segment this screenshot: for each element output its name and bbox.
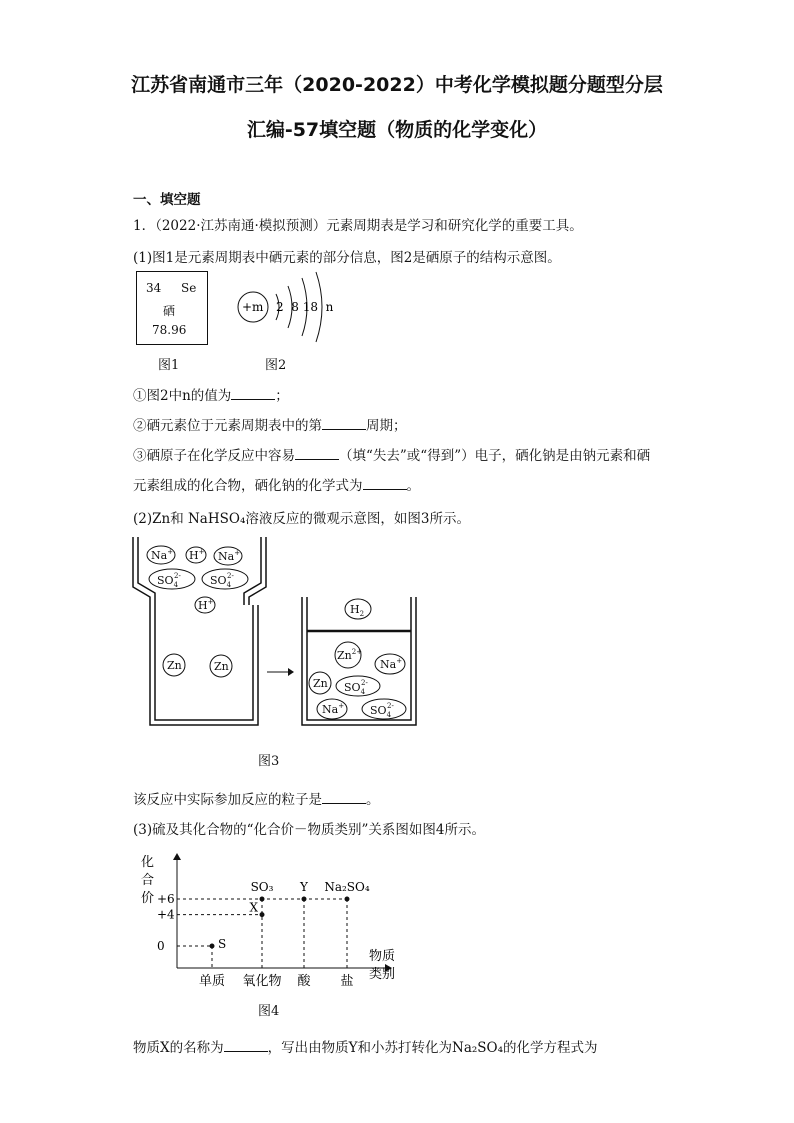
fig2-caption: 图2 <box>265 358 287 373</box>
y-label-2: 合 <box>141 873 155 888</box>
point-label: X <box>249 900 258 915</box>
q1-part1: (1)图1是元素周期表中硒元素的部分信息，图2是硒原子的结构示意图。 <box>133 250 561 266</box>
funnel-right-wall <box>249 537 266 605</box>
arrow-head <box>288 668 294 676</box>
element-name: 硒 <box>163 304 176 318</box>
nucleus-charge: +m <box>242 300 264 314</box>
part2-question: 该反应中实际参加反应的粒子是 。 <box>133 792 380 808</box>
subq-3-cont: 元素组成的化合物，硒化钠的化学式为 。 <box>133 478 420 494</box>
data-point <box>345 897 350 902</box>
funnel-left-wall <box>133 537 150 605</box>
answer-blank[interactable] <box>322 791 366 804</box>
y-axis-arrow <box>173 853 181 860</box>
data-point <box>302 897 307 902</box>
subq-3: ③硒原子在化学反应中容易 （填“失去”或“得到”）电子，硒化钠是由钠元素和硒 <box>133 448 651 464</box>
x-tick-label: 盐 <box>340 974 354 989</box>
point-label: SO₃ <box>250 880 274 894</box>
svg-text:Zn: Zn <box>214 660 229 673</box>
svg-text:H+: H+ <box>198 598 214 612</box>
valence-class-chart <box>135 850 415 990</box>
x-tick-label: 单质 <box>198 974 226 989</box>
q1-part3: (3)硫及其化合物的“化合价－物质类别”关系图如图4所示。 <box>133 822 486 838</box>
atomic-number: 34 <box>146 281 162 295</box>
q1-part2: (2)Zn和 NaHSO₄溶液反应的微观示意图，如图3所示。 <box>133 511 470 527</box>
subq-1: ①图2中n的值为 ； <box>133 388 289 404</box>
svg-text:H+: H+ <box>189 548 205 562</box>
element-symbol: Se <box>181 281 197 295</box>
y-tick-label: +6 <box>157 892 175 906</box>
answer-blank[interactable] <box>231 387 275 400</box>
point-label: Y <box>300 880 308 894</box>
svg-text:Zn2+: $Zn^{2+}$ <box>337 648 363 662</box>
point-label: S <box>218 937 227 951</box>
svg-text:Na+: Na+ <box>380 657 403 671</box>
svg-text:Na+: Na+ <box>218 549 241 563</box>
fig1-caption: 图1 <box>158 358 180 373</box>
svg-text:H2: $H_2$ <box>350 603 365 618</box>
svg-text:SO42-: $SO_42-$ <box>210 572 234 589</box>
svg-text:Zn: Zn <box>167 659 182 672</box>
fig3-caption: 图3 <box>258 754 280 769</box>
data-point <box>260 912 265 917</box>
subq-2: ②硒元素位于元素周期表中的第 周期； <box>133 418 407 434</box>
data-point <box>210 944 215 949</box>
last-question: 物质X的名称为 ，写出由物质Y和小苏打转化为Na₂SO₄的化学方程式为 <box>133 1040 598 1056</box>
data-point <box>260 897 265 902</box>
y-label-1: 化 <box>141 855 155 870</box>
y-tick-label: +4 <box>157 907 175 922</box>
x-label-1: 物质 <box>369 949 396 964</box>
svg-text:Na+: Na+ <box>322 702 345 716</box>
x-tick-label: 酸 <box>297 974 311 989</box>
svg-text:Na+: Na+ <box>151 548 174 562</box>
section-heading: 一、填空题 <box>133 192 201 208</box>
atom-structure-diagram <box>232 268 342 344</box>
shell-electrons: 2 8 18 n <box>276 300 334 314</box>
svg-text:SO42-: $SO_42-$ <box>157 572 181 589</box>
svg-text:SO42-: $SO_42-$ <box>344 679 368 696</box>
title-line-1: 江苏省南通市三年（2020-2022）中考化学模拟题分题型分层 <box>131 74 663 96</box>
svg-text:SO42-: $SO_42-$ <box>370 702 394 719</box>
answer-blank[interactable] <box>322 417 366 430</box>
answer-blank[interactable] <box>295 447 339 460</box>
answer-blank[interactable] <box>363 477 407 490</box>
atomic-mass: 78.96 <box>152 323 187 337</box>
point-label: Na₂SO₄ <box>324 880 370 894</box>
fig4-caption: 图4 <box>258 1004 280 1019</box>
q1-intro: 1．（2022·江苏南通·模拟预测）元素周期表是学习和研究化学的重要工具。 <box>133 218 583 234</box>
x-tick-label: 氧化物 <box>242 974 282 989</box>
element-card <box>136 271 208 345</box>
y-label-3: 价 <box>141 891 155 906</box>
answer-blank[interactable] <box>224 1039 268 1052</box>
svg-text:Zn: Zn <box>313 677 328 690</box>
title-line-2: 汇编-57填空题（物质的化学变化） <box>246 119 548 141</box>
y-tick-label: 0 <box>157 939 165 953</box>
x-label-2: 类别 <box>369 967 396 982</box>
reaction-micro-diagram <box>130 535 430 735</box>
